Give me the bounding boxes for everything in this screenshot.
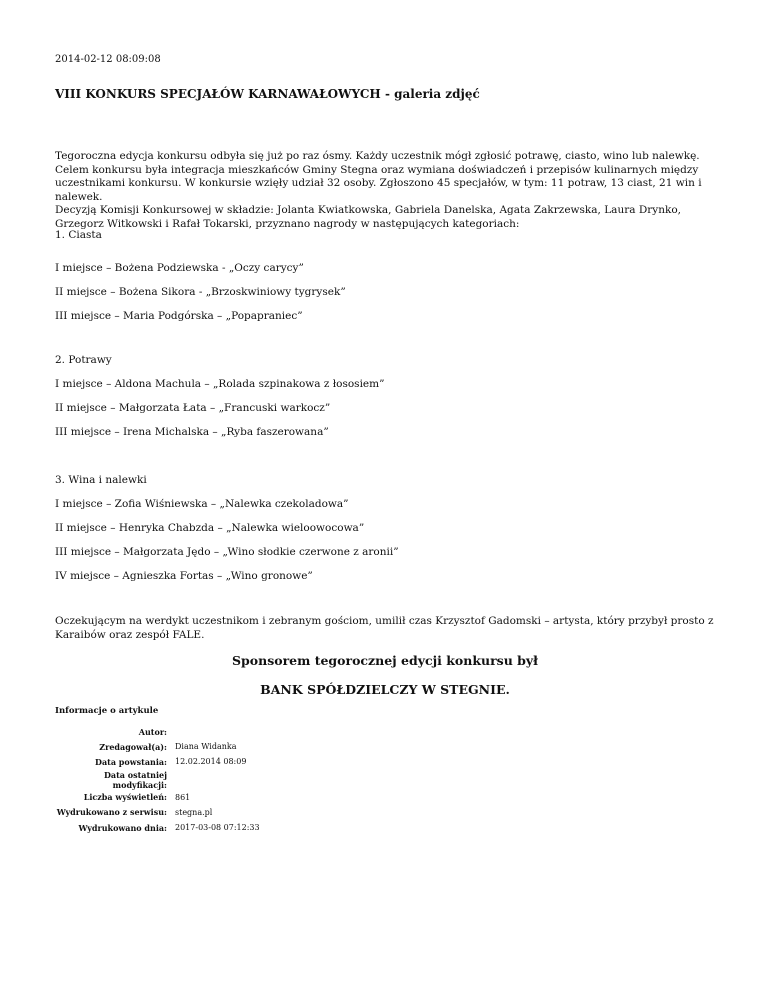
- winner-line: IV miejsce – Agnieszka Fortas – „Wino gronowe”: [55, 570, 313, 582]
- winner-line: II miejsce – Małgorzata Łata – „Francuski warkocz”: [55, 402, 331, 414]
- info-value: 12.02.2014 08:09: [175, 757, 247, 767]
- info-label: Data powstania:: [95, 756, 167, 767]
- article-title: VIII KONKURS SPECJAŁÓW KARNAWAŁOWYCH - galeria zdjęć: [55, 87, 480, 101]
- article-outro: Oczekującym na werdykt uczestnikom i zebranym gościom, umilił czas Krzysztof Gadomski – artysta, który przybył prosto z Karaibów oraz zespół FALE.: [55, 615, 714, 641]
- winner-line: III miejsce – Maria Podgórska – „Popapraniec”: [55, 310, 303, 322]
- info-row: [55, 739, 260, 754]
- info-row: [55, 820, 260, 835]
- info-value: [175, 724, 260, 739]
- info-label: Data ostatniej modyfikacji:: [103, 769, 167, 790]
- info-label: Wydrukowano dnia:: [78, 822, 167, 833]
- winner-line: I miejsce – Zofia Wiśniewska – „Nalewka czekoladowa”: [55, 498, 349, 510]
- winner-line: III miejsce – Małgorzata Jędo – „Wino słodkie czerwone z aronii”: [55, 546, 399, 558]
- info-value: 2017-03-08 07:12:33: [175, 823, 260, 833]
- info-label: Autor:: [138, 726, 167, 737]
- category-heading: 3. Wina i nalewki: [55, 474, 147, 486]
- sponsor-name: BANK SPÓŁDZIELCZY W STEGNIE.: [260, 682, 510, 697]
- intro-paragraph: Tegoroczna edycja konkursu odbyła się już po raz ósmy. Każdy uczestnik mógł zgłosić potrawę, ciasto, wino lub nalewkę. Celem konkursu była integracja mieszkańców Gminy Stegna oraz wymiana doświadczeń i przepisów kulinarnych między uczestnikami konkursu. W konkursie wzięły udział 32 osoby. Zgłoszono 45 specjałów, w tym: 11 potraw, 13 ciast, 21 win i nalewek.: [55, 150, 702, 203]
- winner-line: I miejsce – Aldona Machula – „Rolada szpinakowa z łososiem”: [55, 378, 385, 390]
- intro-paragraph: Decyzją Komisji Konkursowej w składzie: Jolanta Kwiatkowska, Gabriela Danelska, Agata Zakrzewska, Laura Drynko, Grzegorz Witkowski i Rafał Tokarski, przyznano nagrody w następujących kategoriach:: [55, 204, 681, 230]
- category-heading: 2. Potrawy: [55, 354, 112, 366]
- winner-line: II miejsce – Bożena Sikora - „Brzoskwiniowy tygrysek”: [55, 286, 346, 298]
- category-heading: 1. Ciasta: [55, 229, 102, 241]
- info-value: [175, 770, 260, 790]
- info-value: stegna.pl: [175, 807, 213, 817]
- article-info-table: [55, 724, 260, 835]
- info-label: Wydrukowano z serwisu:: [56, 807, 167, 818]
- article-info-title: Informacje o artykule: [55, 706, 159, 716]
- info-row: [55, 770, 260, 790]
- info-value: Diana Widanka: [175, 742, 237, 752]
- info-row: [55, 805, 260, 820]
- winner-line: III miejsce – Irena Michalska – „Ryba faszerowana”: [55, 426, 329, 438]
- winner-line: I miejsce – Bożena Podziewska - „Oczy carycy”: [55, 262, 304, 274]
- article-intro: [55, 150, 715, 231]
- sponsor-intro: Sponsorem tegorocznej edycji konkursu był: [232, 653, 538, 668]
- info-row: [55, 754, 260, 769]
- info-label: Liczba wyświetleń:: [83, 792, 167, 803]
- info-value: 861: [175, 792, 191, 802]
- winner-line: II miejsce – Henryka Chabzda – „Nalewka wieloowocowa”: [55, 522, 365, 534]
- info-label: Zredagował(a):: [99, 741, 167, 752]
- info-row: [55, 724, 260, 739]
- info-row: [55, 790, 260, 805]
- print-timestamp: 2014-02-12 08:09:08: [55, 54, 161, 65]
